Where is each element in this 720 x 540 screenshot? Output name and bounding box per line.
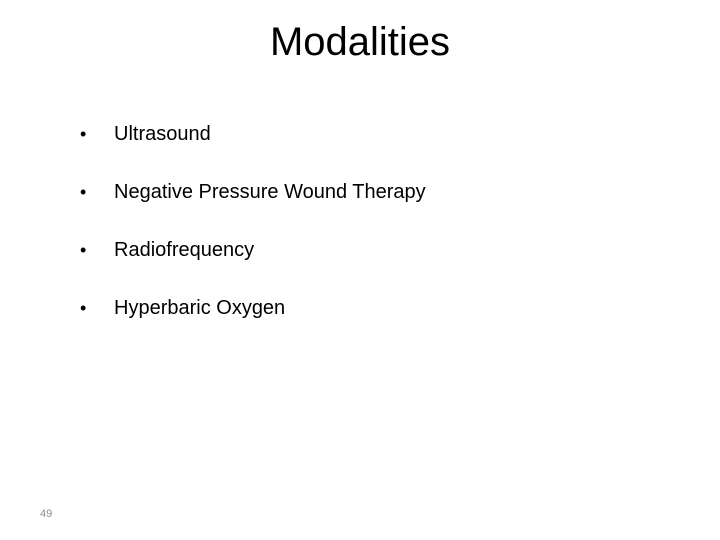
list-item [80, 116, 426, 152]
bullet-icon: • [80, 297, 87, 318]
bullet-icon: • [80, 181, 87, 202]
bullet-text-ultrasound: Ultrasound [114, 122, 211, 145]
list-item [80, 290, 426, 326]
list-item [80, 232, 426, 268]
bullet-list [80, 116, 426, 348]
slide-title: Modalities [269, 20, 451, 64]
slide-number: 49 [40, 508, 53, 520]
bullet-icon: • [80, 239, 87, 260]
bullet-icon: • [80, 123, 87, 144]
bullet-text-hyperbaric-oxygen: Hyperbaric Oxygen [114, 296, 286, 319]
bullet-text-radiofrequency: Radiofrequency [114, 238, 255, 261]
list-item [80, 174, 426, 210]
bullet-text-npwt: Negative Pressure Wound Therapy [114, 180, 426, 203]
